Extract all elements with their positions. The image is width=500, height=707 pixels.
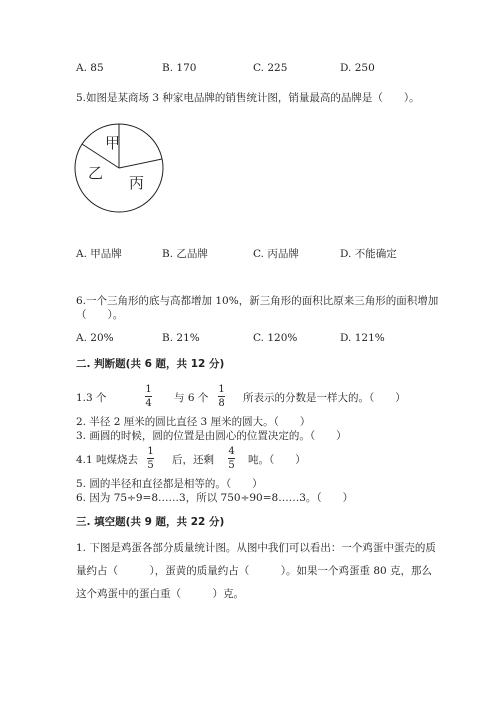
- q4-option-d: D. 250: [340, 62, 375, 74]
- q6-option-b: B. 21%: [162, 332, 200, 344]
- pie-label-yi: 乙: [88, 164, 104, 182]
- s2-q4-part2: 后，还剩: [172, 454, 214, 466]
- q6-option-d: D. 121%: [340, 332, 385, 344]
- s3-q1-line1: 1. 下图是鸡蛋各部分质量统计图。从图中我们可以看出：一个鸡蛋中蛋壳的质: [76, 542, 436, 554]
- s2-q4-fraction-1: [147, 446, 154, 471]
- s2-q4-part1: 4.1 吨煤烧去: [76, 454, 139, 466]
- s2-q6: 6. 因为 75÷9=8……3，所以 750÷90=8……3。（ ）: [76, 492, 354, 504]
- q5-option-c: C. 丙品牌: [253, 248, 299, 260]
- fraction-denominator: 8: [218, 398, 225, 409]
- fraction-bar: [228, 458, 235, 459]
- q6-option-c: C. 120%: [253, 332, 298, 344]
- s2-q4-fraction-2: [228, 446, 235, 471]
- q5-option-a: A. 甲品牌: [76, 248, 122, 260]
- section3-title: 三. 填空题(共 9 题，共 22 分): [76, 516, 225, 528]
- s2-q1-part2: 与 6 个: [174, 392, 209, 404]
- fraction-denominator: 5: [228, 460, 235, 471]
- s2-q5: 5. 圆的半径和直径都是相等的。（ ）: [76, 478, 263, 490]
- q4-option-c: C. 225: [253, 62, 288, 74]
- s2-q1-part1: 1.3 个: [76, 392, 107, 404]
- q4-option-a: A. 85: [76, 62, 104, 74]
- fraction-bar: [145, 396, 152, 397]
- q5-pie-chart: [60, 118, 180, 218]
- q6-stem-line2: （ ）。: [76, 309, 124, 321]
- s2-q4-part3: 吨。（ ）: [248, 454, 306, 466]
- fraction-numerator: 1: [145, 384, 152, 395]
- s3-q1-line2: 量约占（ ），蛋黄的质量约占（ ）。如果一个鸡蛋重 80 克，那么: [76, 565, 433, 577]
- fraction-bar: [147, 458, 154, 459]
- s2-q2: 2. 半径 2 厘米的圆比直径 3 厘米的圆大。（ ）: [76, 416, 311, 428]
- q6-stem-line1: 6.一个三角形的底与高都增加 10%，新三角形的面积比原来三角形的面积增加: [76, 295, 439, 307]
- fraction-bar: [218, 396, 225, 397]
- q6-option-a: A. 20%: [76, 332, 114, 344]
- fraction-denominator: 5: [147, 460, 154, 471]
- fraction-numerator: 4: [228, 446, 235, 457]
- s2-q1-fraction-2: [218, 384, 225, 409]
- pie-label-jia: 甲: [105, 134, 121, 152]
- fraction-numerator: 1: [147, 446, 154, 457]
- s2-q1-part3: 所表示的分数是一样大的。（ ）: [243, 392, 406, 404]
- pie-label-bing: 丙: [129, 174, 145, 192]
- fraction-numerator: 1: [218, 384, 225, 395]
- q5-option-d: D. 不能确定: [340, 248, 397, 260]
- s3-q1-line3: 这个鸡蛋中的蛋白重（ ）克。: [76, 588, 244, 600]
- fraction-denominator: 4: [145, 398, 152, 409]
- q4-option-b: B. 170: [162, 62, 197, 74]
- q5-stem: 5.如图是某商场 3 种家电品牌的销售统计图，销量最高的品牌是（ ）。: [76, 92, 420, 104]
- s2-q3: 3. 画圆的时候，圆的位置是由圆心的位置决定的。（ ）: [76, 430, 347, 442]
- section2-title: 二. 判断题(共 6 题，共 12 分): [76, 358, 225, 370]
- s2-q1-fraction-1: [145, 384, 152, 409]
- q5-option-b: B. 乙品牌: [162, 248, 208, 260]
